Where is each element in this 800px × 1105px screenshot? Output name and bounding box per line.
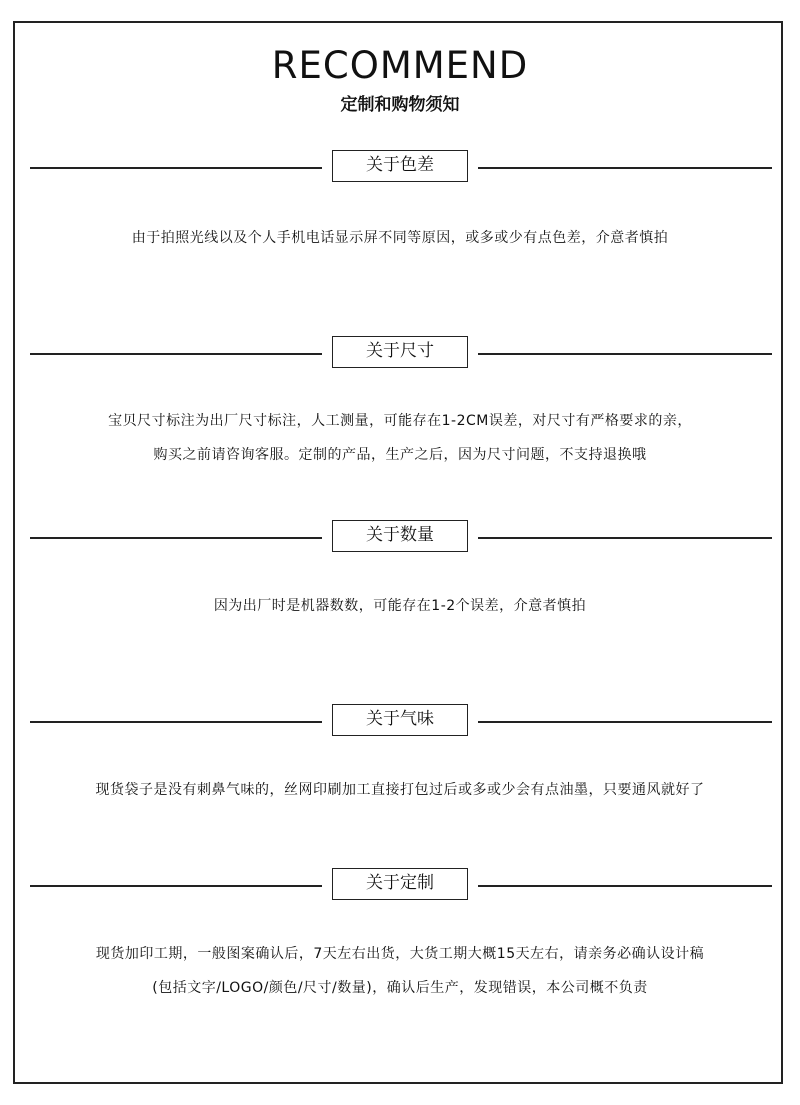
body-text-line: 因为出厂时是机器数数，可能存在1-2个误差，介意者慎拍 (213, 598, 587, 614)
divider-line-right (478, 353, 772, 355)
section-body-color (30, 221, 770, 255)
section-heading-quantity: 关于数量 (332, 520, 468, 552)
divider-line-left (30, 885, 322, 887)
section-body-quantity (30, 589, 770, 623)
section-header-size (30, 336, 772, 372)
section-heading-color: 关于色差 (332, 150, 468, 182)
section-header-color (30, 150, 772, 186)
body-text-line: 由于拍照光线以及个人手机电话显示屏不同等原因，或多或少有点色差，介意者慎拍 (131, 230, 669, 246)
page-title: RECOMMEND (271, 44, 529, 87)
body-text-line: (包括文字/LOGO/颜色/尺寸/数量)，确认后生产，发现错误，本公司概不负责 (152, 980, 648, 996)
page-subtitle: 定制和购物须知 (340, 95, 460, 115)
divider-line-right (478, 721, 772, 723)
body-text-line: 现货袋子是没有刺鼻气味的，丝网印刷加工直接打包过后或多或少会有点油墨，只要通风就好了 (95, 782, 705, 798)
divider-line-left (30, 537, 322, 539)
section-header-custom (30, 868, 772, 904)
divider-line-left (30, 353, 322, 355)
section-header-quantity (30, 520, 772, 556)
divider-line-right (478, 167, 772, 169)
section-body-smell (30, 773, 770, 807)
section-heading-custom: 关于定制 (332, 868, 468, 900)
body-text-line: 宝贝尺寸标注为出厂尺寸标注，人工测量，可能存在1-2CM误差，对尺寸有严格要求的亲， (108, 413, 692, 429)
body-text-line: 现货加印工期，一般图案确认后，7天左右出货，大货工期大概15天左右，请亲务必确认设计稿 (95, 946, 705, 962)
divider-line-right (478, 537, 772, 539)
section-heading-size: 关于尺寸 (332, 336, 468, 368)
body-text-line: 购买之前请咨询客服。定制的产品，生产之后，因为尺寸问题，不支持退换哦 (153, 447, 647, 463)
section-body-custom (30, 937, 770, 1005)
divider-line-left (30, 167, 322, 169)
divider-line-right (478, 885, 772, 887)
divider-line-left (30, 721, 322, 723)
section-heading-smell: 关于气味 (332, 704, 468, 736)
section-header-smell (30, 704, 772, 740)
section-body-size (30, 404, 770, 472)
